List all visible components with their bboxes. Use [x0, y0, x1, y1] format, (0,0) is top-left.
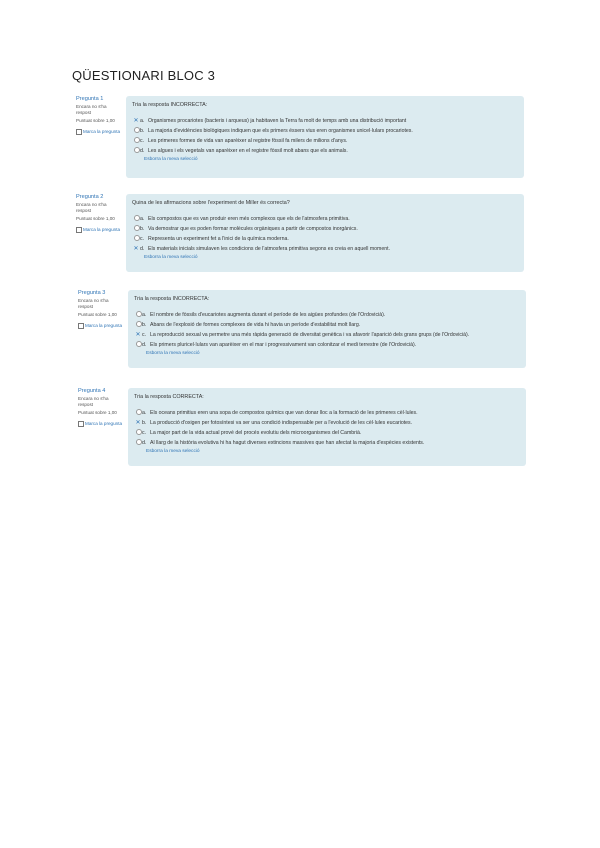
- option-letter: a.: [140, 118, 145, 124]
- flag-question-link[interactable]: [76, 227, 122, 233]
- radio-slot: [132, 234, 140, 244]
- option-letter: d.: [140, 246, 145, 252]
- answer-option-d[interactable]: [132, 146, 518, 156]
- answer-option-c[interactable]: [134, 330, 520, 340]
- question-status: Encara no s'ha respost: [78, 396, 109, 407]
- question-status: Encara no s'ha respost: [76, 104, 107, 115]
- answer-option-c[interactable]: [132, 136, 518, 146]
- flag-question-link[interactable]: [78, 323, 124, 329]
- option-text: La major part de la vida actual prové del procés evolutiu dels microorganismes del Cambrià.: [150, 430, 362, 436]
- option-text: Els primers pluricel·lulars van aparèixer en el mar i progressivament van colonitzar el medi terrestre (de l'Ordovicià).: [150, 342, 417, 348]
- answer-option-d[interactable]: [132, 244, 518, 254]
- question-2: [76, 194, 526, 272]
- question-text: Quina de les afirmacions sobre l'experiment de Miller és correcta?: [132, 200, 290, 206]
- answer-option-b[interactable]: [132, 224, 518, 234]
- question-points: Puntuat sobre 1,00: [76, 216, 115, 221]
- flag-label: Marca la pregunta: [85, 421, 123, 427]
- option-text: Les primeres formes de vida van aparèixer al registre fòssil fa milers de milions d'anys.: [148, 138, 348, 144]
- radio-slot: [134, 320, 142, 330]
- radio-slot: [132, 224, 140, 234]
- answer-option-d[interactable]: [134, 340, 520, 350]
- answer-option-d[interactable]: [134, 438, 520, 448]
- question-text: Tria la resposta CORRECTA:: [134, 394, 204, 400]
- flag-icon: [78, 323, 84, 329]
- clear-selection-link[interactable]: Esborra la meva selecció: [144, 255, 198, 260]
- option-text: La reproducció sexual va permetre una més ràpida generació de diversitat genètica i va afavorir l'aparició dels grans grups (de l'Ordovicià).: [150, 332, 470, 338]
- question-3: [78, 290, 528, 368]
- question-content: [128, 290, 526, 368]
- question-info: [78, 290, 124, 331]
- option-letter: c.: [140, 236, 145, 242]
- flag-question-link[interactable]: [76, 129, 122, 135]
- question-number: Pregunta 3: [78, 290, 106, 296]
- option-letter: a.: [142, 410, 147, 416]
- option-letter: b.: [140, 226, 145, 232]
- option-text: Els oceans primitius eren una sopa de compostos químics que van donar lloc a la formació de les primeres cèl·lules.: [150, 410, 418, 416]
- flag-label: Marca la pregunta: [83, 129, 121, 135]
- flag-question-link[interactable]: [78, 421, 124, 427]
- answer-option-c[interactable]: [132, 234, 518, 244]
- answer-option-a[interactable]: [134, 310, 520, 320]
- radio-slot: [132, 126, 140, 136]
- question-content: [126, 96, 524, 178]
- selected-mark-icon: ✕: [135, 420, 141, 426]
- option-letter: a.: [142, 312, 147, 318]
- question-number: Pregunta 4: [78, 388, 106, 394]
- flag-icon: [76, 227, 82, 233]
- question-info: [76, 194, 122, 235]
- option-text: El nombre de fòssils d'eucariotes augmenta durant el període de les aigües profundes (de l'Ordovicià).: [150, 312, 386, 318]
- option-text: Els materials inicials simulaven les condicions de l'atmosfera primitiva segons es creia en aquell moment.: [148, 246, 391, 252]
- question-text: Tria la resposta INCORRECTA:: [132, 102, 208, 108]
- radio-slot: [132, 136, 140, 146]
- radio-slot: [132, 146, 140, 156]
- clear-selection-link[interactable]: Esborra la meva selecció: [146, 351, 200, 356]
- flag-label: Marca la pregunta: [85, 323, 123, 329]
- radio-slot: [134, 408, 142, 418]
- radio-slot: [134, 438, 142, 448]
- option-letter: c.: [142, 332, 147, 338]
- option-text: La producció d'oxigen per fotosíntesi va ser una condició indispensable per a l'evolució de les cèl·lules eucariotes.: [150, 420, 413, 426]
- clear-selection-link[interactable]: Esborra la meva selecció: [146, 449, 200, 454]
- option-text: Representa un experiment fet a l'inici de la química moderna.: [148, 236, 289, 242]
- question-status: Encara no s'ha respost: [76, 202, 107, 213]
- option-text: Abans de l'explosió de formes complexes de vida hi havia un període d'estabilitat molt llarg.: [150, 322, 361, 328]
- question-text: Tria la resposta INCORRECTA:: [134, 296, 210, 302]
- option-letter: a.: [140, 216, 145, 222]
- option-text: Organismes procariotes (bacteris i arqueus) ja habitaven la Terra fa molt de temps amb una distribució important: [148, 118, 407, 124]
- selected-mark-icon: ✕: [133, 246, 139, 252]
- question-points: Puntuat sobre 1,00: [78, 410, 117, 415]
- question-info: [76, 96, 122, 137]
- radio-slot: [134, 310, 142, 320]
- answer-option-a[interactable]: [134, 408, 520, 418]
- page-title: QÜESTIONARI BLOC 3: [72, 68, 216, 83]
- question-1: [76, 96, 526, 178]
- radio-slot: [134, 428, 142, 438]
- answer-option-a[interactable]: [132, 214, 518, 224]
- question-points: Puntuat sobre 1,00: [76, 118, 115, 123]
- answer-option-b[interactable]: [134, 320, 520, 330]
- question-number: Pregunta 2: [76, 194, 104, 200]
- option-letter: c.: [142, 430, 147, 436]
- question-content: [128, 388, 526, 466]
- option-text: Va demostrar que es poden formar molècules orgàniques a partir de compostos inorgànics.: [148, 226, 358, 232]
- option-letter: d.: [140, 148, 145, 154]
- radio-slot: [132, 214, 140, 224]
- option-letter: d.: [142, 342, 147, 348]
- question-number: Pregunta 1: [76, 96, 104, 102]
- option-letter: b.: [140, 128, 145, 134]
- option-letter: b.: [142, 420, 147, 426]
- question-status: Encara no s'ha respost: [78, 298, 109, 309]
- flag-label: Marca la pregunta: [83, 227, 121, 233]
- option-letter: c.: [140, 138, 145, 144]
- selected-mark-icon: ✕: [135, 332, 141, 338]
- flag-icon: [76, 129, 82, 135]
- question-info: [78, 388, 124, 429]
- question-points: Puntuat sobre 1,00: [78, 312, 117, 317]
- option-text: Els compostos que es van produir eren més complexos que els de l'atmosfera primitiva.: [148, 216, 350, 222]
- option-text: La majoria d'evidències biològiques indiquen que els primers éssers vius eren organismes unicel·lulars procariotes.: [148, 128, 413, 134]
- option-letter: b.: [142, 322, 147, 328]
- question-content: [126, 194, 524, 272]
- option-text: Les algues i els vegetals van aparèixer en el registre fòssil molt abans que els animals.: [148, 148, 348, 154]
- radio-slot: [134, 340, 142, 350]
- answer-option-b[interactable]: [132, 126, 518, 136]
- flag-icon: [78, 421, 84, 427]
- answer-option-b[interactable]: [134, 418, 520, 428]
- question-4: [78, 388, 528, 466]
- answer-option-a[interactable]: [132, 116, 518, 126]
- answer-option-c[interactable]: [134, 428, 520, 438]
- option-text: Al llarg de la història evolutiva hi ha hagut diverses extincions massives que han afectat la majoria d'espècies existents.: [150, 440, 425, 446]
- selected-mark-icon: ✕: [133, 118, 139, 124]
- option-letter: d.: [142, 440, 147, 446]
- clear-selection-link[interactable]: Esborra la meva selecció: [144, 157, 198, 162]
